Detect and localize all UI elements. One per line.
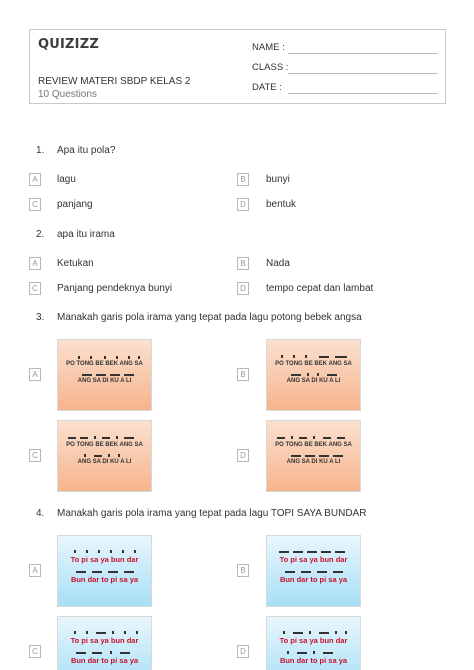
- rhythm-line-2: ANG SA DI KU A LI: [286, 459, 341, 465]
- option-box-c[interactable]: C: [29, 198, 41, 211]
- rhythm-line-1: PO TONG BE BEK ANG SA: [66, 442, 143, 448]
- option-box-a[interactable]: A: [29, 368, 41, 381]
- rhythm-line-1: To pi sa ya bun dar: [70, 555, 139, 564]
- option-text: Panjang pendeknya bunyi: [57, 283, 173, 294]
- date-field[interactable]: [288, 93, 438, 94]
- rhythm-image-c: [57, 616, 152, 670]
- option-box-b[interactable]: B: [237, 368, 249, 381]
- question-text: apa itu irama: [57, 229, 115, 240]
- worksheet-header: [29, 29, 446, 104]
- rhythm-line-2: ANG SA DI KU A LI: [77, 459, 132, 465]
- question-1: [36, 145, 115, 156]
- option-box-d[interactable]: D: [237, 449, 249, 462]
- rhythm-image-a: [57, 535, 152, 607]
- name-field[interactable]: [288, 53, 438, 54]
- question-text: Manakah garis pola irama yang tepat pada lagu TOPI SAYA BUNDAR: [57, 508, 367, 519]
- quiz-title: REVIEW MATERI SBDP KELAS 2: [38, 76, 191, 87]
- question-count: 10 Questions: [38, 89, 97, 100]
- option-text: bunyi: [266, 174, 290, 185]
- rhythm-line-1: To pi sa ya bun dar: [279, 555, 348, 564]
- option-box-c[interactable]: C: [29, 645, 41, 658]
- rhythm-image-a: [57, 339, 152, 411]
- option-text: Nada: [266, 258, 290, 269]
- class-field[interactable]: [288, 73, 438, 74]
- option-box-a[interactable]: A: [29, 257, 41, 270]
- question-3: [36, 312, 362, 323]
- rhythm-image-d: [266, 616, 361, 670]
- option-box-c[interactable]: C: [29, 449, 41, 462]
- option-box-b[interactable]: B: [237, 173, 249, 186]
- option-text: panjang: [57, 199, 93, 210]
- rhythm-line-2: ANG SA DI KU A LI: [286, 378, 341, 384]
- rhythm-line-1: PO TONG BE BEK ANG SA: [275, 442, 352, 448]
- rhythm-line-2: Bun dar to pi sa ya: [70, 656, 139, 665]
- quizizz-logo: QUIZIZZ: [38, 37, 99, 52]
- rhythm-image-b: [266, 535, 361, 607]
- option-text: bentuk: [266, 199, 297, 210]
- rhythm-line-1: To pi sa ya bun dar: [279, 636, 348, 645]
- option-box-b[interactable]: B: [237, 564, 249, 577]
- question-number: 1.: [36, 145, 45, 156]
- name-label: NAME :: [252, 42, 285, 53]
- rhythm-line-1: To pi sa ya bun dar: [70, 636, 139, 645]
- question-text: Apa itu pola?: [57, 145, 116, 156]
- rhythm-line-2: Bun dar to pi sa ya: [279, 575, 348, 584]
- rhythm-image-c: [57, 420, 152, 492]
- option-box-d[interactable]: D: [237, 645, 249, 658]
- rhythm-line-2: ANG SA DI KU A LI: [77, 378, 132, 384]
- option-box-a[interactable]: A: [29, 564, 41, 577]
- option-box-d[interactable]: D: [237, 198, 249, 211]
- option-text: tempo cepat dan lambat: [266, 283, 374, 294]
- option-box-b[interactable]: B: [237, 257, 249, 270]
- option-box-c[interactable]: C: [29, 282, 41, 295]
- question-4: [36, 508, 366, 519]
- option-box-d[interactable]: D: [237, 282, 249, 295]
- rhythm-line-2: Bun dar to pi sa ya: [70, 575, 139, 584]
- rhythm-line-1: PO TONG BE BEK ANG SA: [66, 361, 143, 367]
- question-number: 3.: [36, 312, 45, 323]
- rhythm-line-1: PO TONG BE BEK ANG SA: [275, 361, 352, 367]
- question-2: [36, 229, 115, 240]
- question-text: Manakah garis pola irama yang tepat pada lagu potong bebek angsa: [57, 312, 362, 323]
- question-number: 2.: [36, 229, 45, 240]
- rhythm-image-d: [266, 420, 361, 492]
- option-text: Ketukan: [57, 258, 94, 269]
- date-label: DATE :: [252, 82, 282, 93]
- option-text: lagu: [57, 174, 76, 185]
- rhythm-image-b: [266, 339, 361, 411]
- question-number: 4.: [36, 508, 45, 519]
- class-label: CLASS :: [252, 62, 289, 73]
- option-box-a[interactable]: A: [29, 173, 41, 186]
- rhythm-line-2: Bun dar to pi sa ya: [279, 656, 348, 665]
